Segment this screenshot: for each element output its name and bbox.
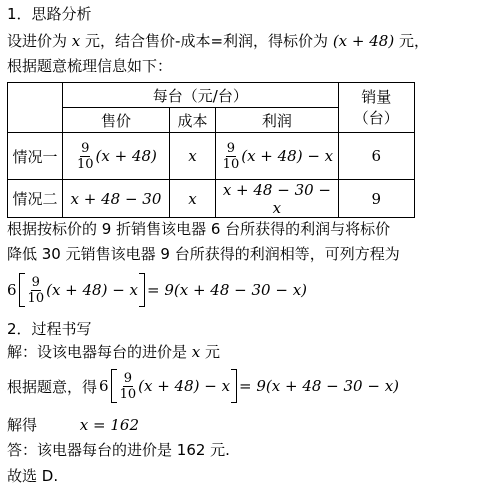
- section-heading-process: 2．过程书写: [7, 320, 92, 338]
- answer-line: 答：该电器每台的进价是 162 元.: [7, 441, 230, 459]
- header-profit-cell: 利润: [216, 108, 338, 133]
- left-bracket-2: [111, 369, 117, 403]
- equation-coef: 6: [7, 281, 17, 299]
- choice-line: 故选 D.: [7, 467, 59, 485]
- setup-text-b: 元，结合售价-成本=利润，得标价为: [85, 32, 329, 50]
- equation-inner: (x + 48) − x: [46, 281, 139, 299]
- setup-text-a: 设进价为: [7, 32, 68, 50]
- equation-block-2: [7, 366, 399, 406]
- qty-case1: 6: [338, 133, 414, 180]
- row-label-case1: 情况一: [8, 133, 63, 180]
- price-case2: x + 48 − 30: [63, 180, 170, 218]
- var-x: x: [71, 32, 81, 50]
- profit-case2: x + 48 − 30 − x: [216, 180, 338, 218]
- equation-fraction: $\frac{9}{10}$: [27, 274, 45, 306]
- equation-rhs: = 9(x + 48 − 30 − x): [147, 281, 308, 299]
- organize-info-line: 根据题意梳理信息如下：: [7, 57, 173, 75]
- marked-price-expr: (x + 48): [332, 32, 395, 50]
- equation-rhs-2: = 9(x + 48 − 30 − x): [239, 377, 400, 395]
- header-group-cell: 每台（元/台）: [63, 83, 339, 108]
- header-sales-unit: （台）: [353, 108, 399, 127]
- section-heading-analysis: 1．思路分析: [7, 5, 92, 23]
- equation-block: [7, 270, 307, 310]
- table-corner-cell: [8, 83, 63, 133]
- equation-coef-2: 6: [99, 377, 109, 395]
- equation-inner-2: (x + 48) − x: [138, 377, 231, 395]
- cost-case2: x: [169, 180, 215, 218]
- header-price-cell: 售价: [63, 108, 170, 133]
- info-table: [7, 82, 415, 218]
- equation-fraction-2: $\frac{9}{10}$: [119, 370, 137, 402]
- header-cost-cell: 成本: [169, 108, 215, 133]
- table-row: [8, 133, 415, 180]
- solution-var-x: x: [191, 343, 201, 361]
- right-bracket: [139, 273, 145, 307]
- solution-setup-line: [7, 342, 220, 362]
- price-case1: $\frac{9}{10}$ (x + 48): [63, 133, 170, 180]
- row-label-case2: 情况二: [8, 180, 63, 218]
- left-bracket: [19, 273, 25, 307]
- profit-case1: $\frac{9}{10}$ (x + 48) − x: [216, 133, 338, 180]
- table-row: [8, 180, 415, 218]
- reasoning-line-1: 根据按标价的 9 折销售该电器 6 台所获得的利润与将标价: [7, 220, 391, 238]
- right-bracket-2: [231, 369, 237, 403]
- solution-setup-b: 元: [205, 343, 221, 361]
- solve-line: [7, 415, 139, 435]
- header-sales-cell: [338, 83, 414, 133]
- solution-setup-a: 解：设该电器每台的进价是: [7, 343, 188, 361]
- header-sales-label: 销量: [361, 87, 392, 106]
- cost-case1: x: [169, 133, 215, 180]
- qty-case2: 9: [338, 180, 414, 218]
- profit-fraction: $\frac{9}{10}$: [222, 140, 240, 172]
- by-meaning-text: 根据题意，得: [7, 377, 98, 396]
- solution-value: x = 162: [79, 416, 139, 434]
- price-fraction: $\frac{9}{10}$: [77, 140, 94, 172]
- setup-line: [7, 31, 429, 51]
- reasoning-line-2: 降低 30 元销售该电器 9 台所获得的利润相等，可列方程为: [7, 245, 400, 263]
- solve-label: 解得: [7, 416, 38, 434]
- setup-text-c: 元，: [398, 32, 429, 50]
